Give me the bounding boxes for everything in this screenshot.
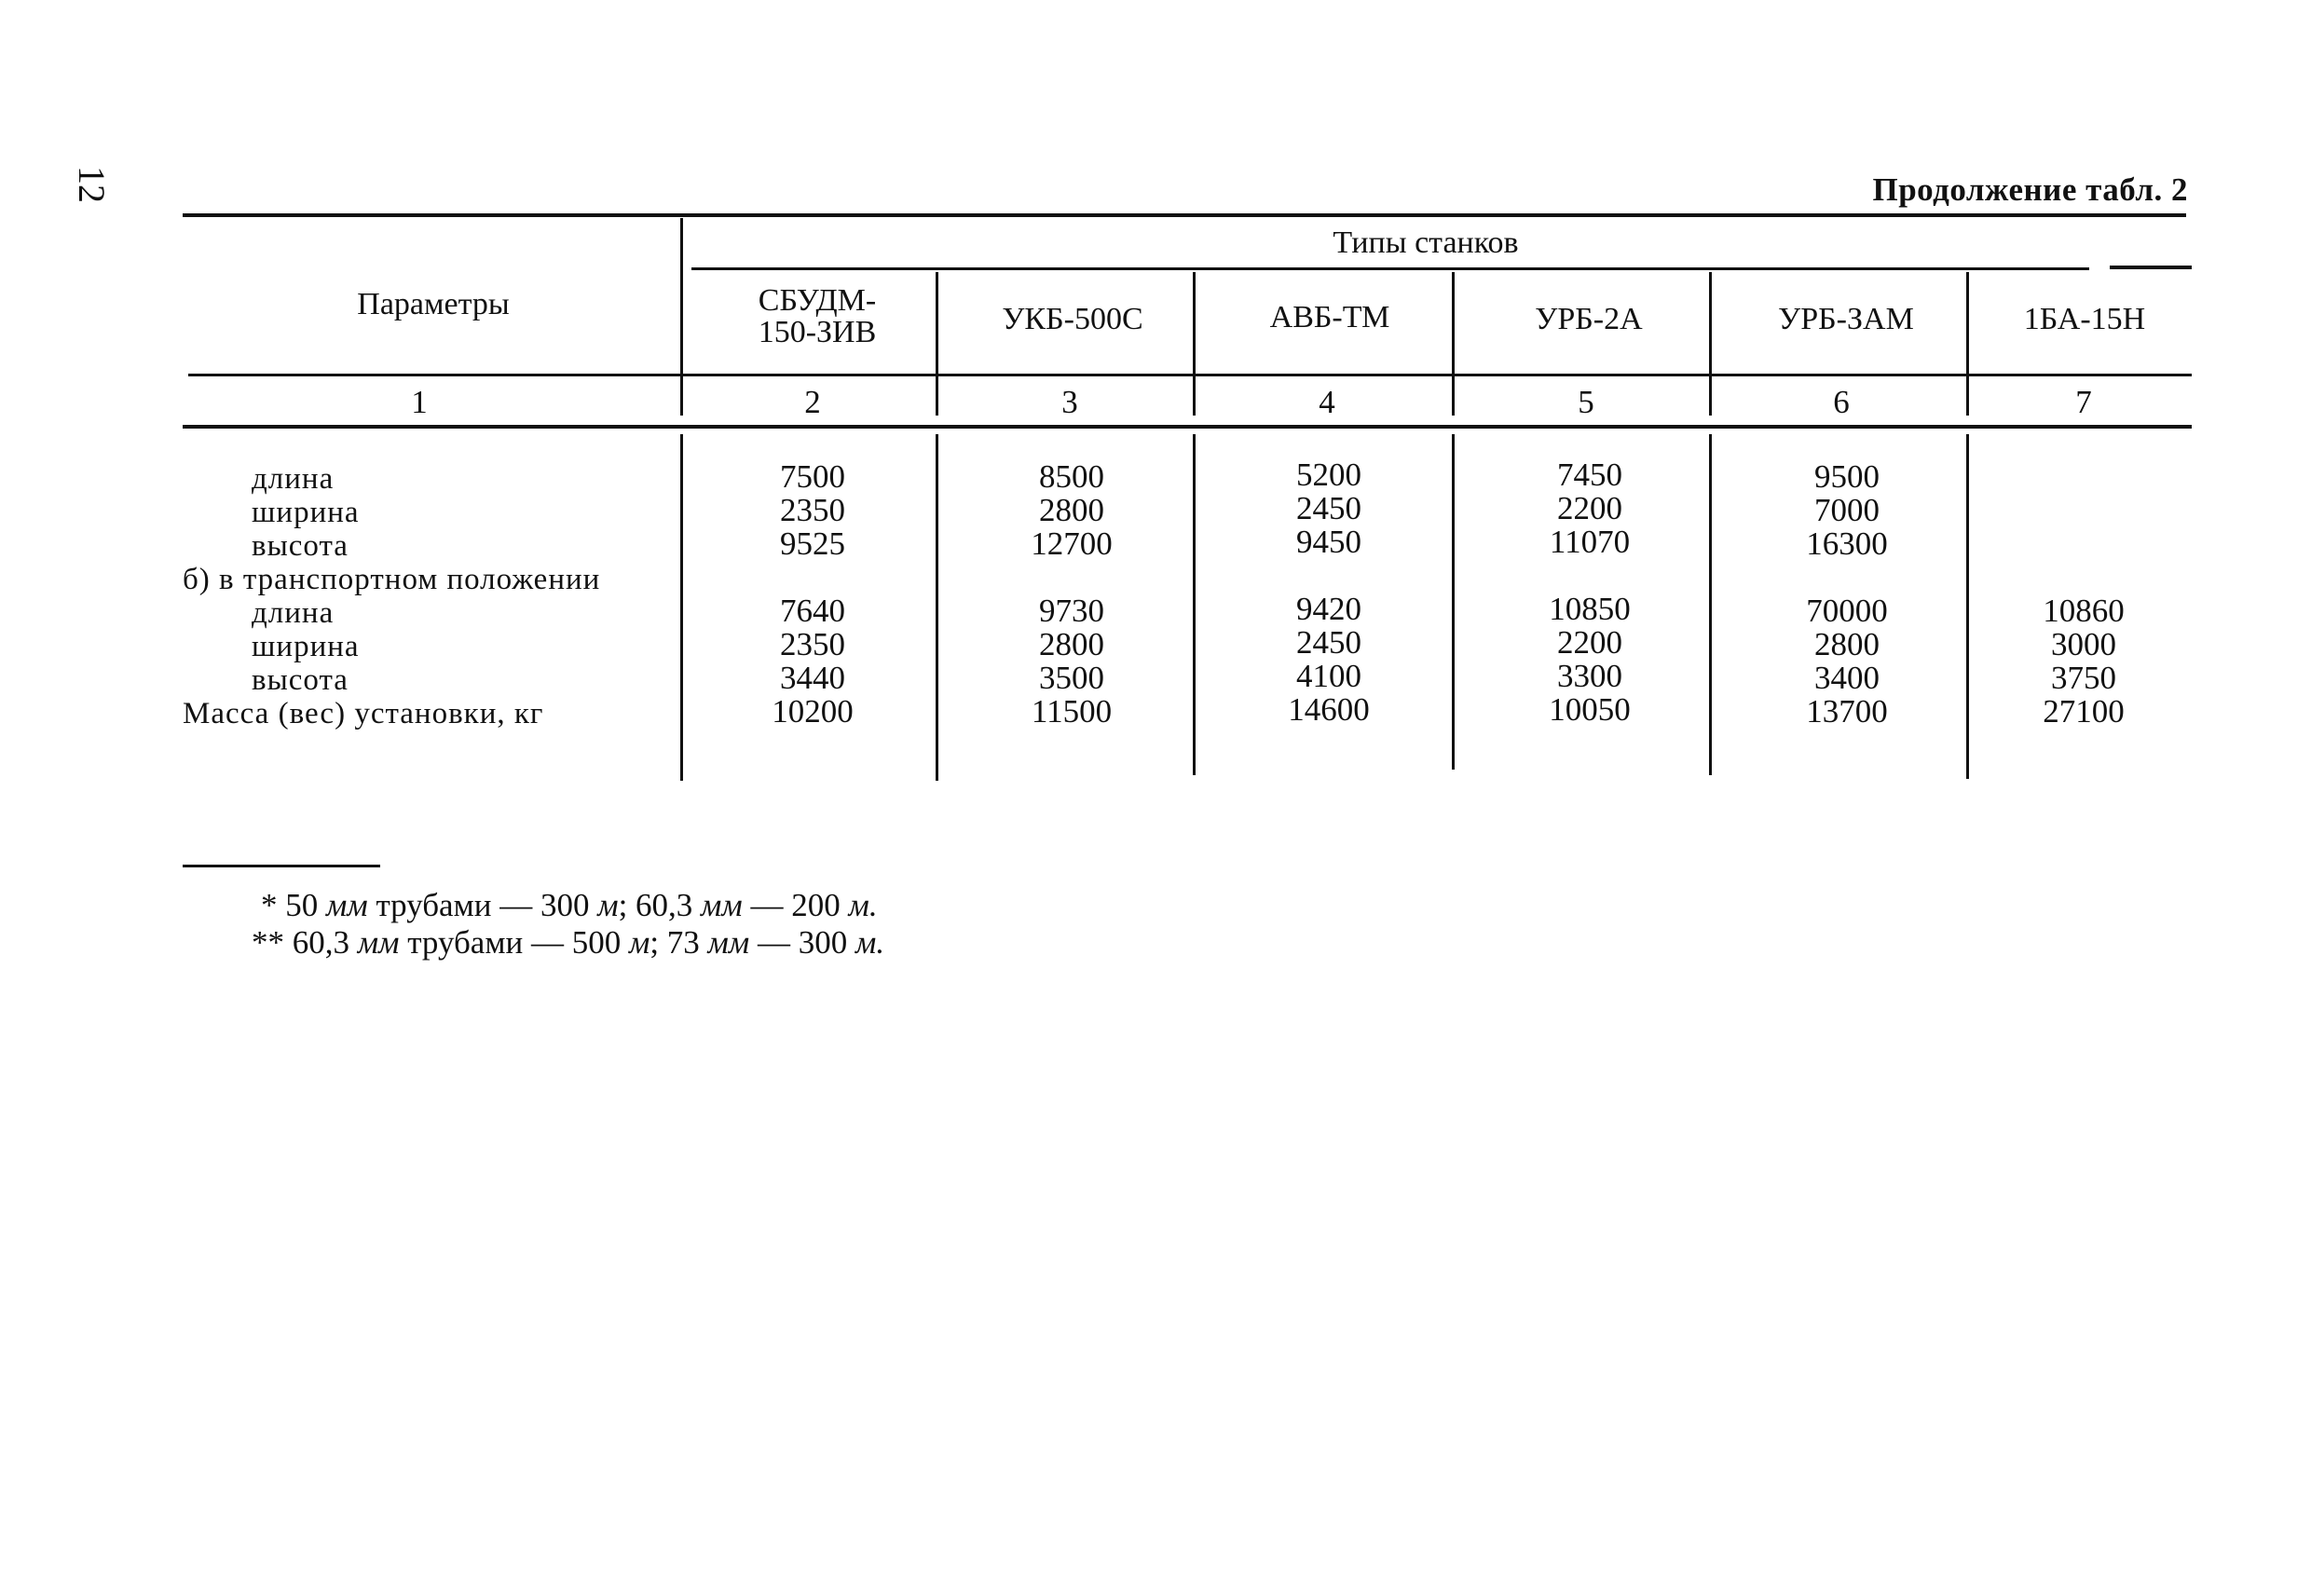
table-cell [1226, 559, 1431, 593]
table-cell: 2200 [1557, 490, 1622, 526]
table-cell: 7500 [780, 458, 845, 495]
table-cell [1990, 561, 2177, 594]
table-continuation-label: Продолжение табл. 2 [1872, 171, 2188, 208]
table-cell: 7640 [780, 593, 845, 629]
row-label: длина [252, 596, 335, 630]
column-number-5: 5 [1578, 384, 1594, 420]
table-cell: 9525 [780, 525, 845, 562]
footnote-1-c: ; 60,3 [618, 887, 693, 923]
column-number-7: 7 [2075, 384, 2092, 420]
row-label-mass: Масса (вес) установки, кг [183, 697, 544, 730]
column-header-1 [691, 285, 943, 348]
column-divider [936, 272, 938, 416]
table-cell: 10860 [2043, 593, 2125, 629]
table-cell: 8500 [1039, 458, 1104, 495]
row-label: длина [252, 462, 335, 496]
column-number-1: 1 [411, 384, 428, 420]
column-number-6: 6 [1833, 384, 1850, 420]
column-divider [936, 434, 938, 781]
group-header-rule [691, 267, 2089, 270]
table-cell: 3750 [2051, 660, 2116, 696]
table-cell: 2800 [1039, 626, 1104, 662]
footnote-1-b: трубами — 300 [376, 887, 590, 923]
column-header-6: 1БА-15Н [2023, 302, 2146, 336]
table-cell: 2800 [1814, 626, 1880, 662]
column-values-4 [1226, 458, 1431, 727]
group-header-machine-types: Типы станков [1333, 225, 1519, 260]
table-cell: 2350 [780, 626, 845, 662]
column-header-1-line1: СБУДМ- [758, 283, 877, 318]
table-cell: 13700 [1806, 693, 1888, 730]
footnote-2-unit: мм [707, 924, 750, 961]
table-cell: 10050 [1549, 691, 1631, 728]
column-number-2: 2 [804, 384, 821, 420]
column-values-6 [1744, 460, 1949, 729]
table-cell: 4100 [1296, 658, 1361, 694]
footnote-2-unit: м [628, 924, 650, 961]
table-cell [969, 561, 1174, 594]
footnote-2-unit: м. [855, 924, 885, 961]
row-label: высота [252, 529, 349, 563]
column-number-3: 3 [1061, 384, 1078, 420]
table-cell [1990, 460, 2177, 494]
table-cell: 16300 [1806, 525, 1888, 562]
table-cell: 11070 [1549, 524, 1631, 560]
table-cell: 7000 [1814, 492, 1880, 528]
table-cell [1990, 494, 2177, 527]
table-cell: 3300 [1557, 658, 1622, 694]
row-label-section: б) в транспортном положении [183, 563, 601, 596]
column-divider [1966, 272, 1969, 416]
column-divider [1452, 272, 1455, 416]
column-header-5: УРБ-ЗАМ [1778, 302, 1914, 336]
footnote-1-a: 50 [285, 887, 319, 923]
column-values-2 [710, 460, 915, 729]
table-cell: 14600 [1288, 691, 1370, 728]
row-label: высота [252, 663, 349, 697]
column-divider [680, 434, 683, 781]
table-cell: 3440 [780, 660, 845, 696]
table-cell: 2800 [1039, 492, 1104, 528]
table-cell [1487, 559, 1692, 593]
table-top-rule [183, 213, 2186, 217]
footnote-1-unit: м. [848, 887, 878, 923]
footnote-separator [183, 865, 380, 867]
table-cell: 11500 [1031, 693, 1113, 730]
table-cell: 3400 [1814, 660, 1880, 696]
table-cell [1990, 527, 2177, 561]
table-cell: 7450 [1557, 457, 1622, 493]
footnote-2-mark: ** [252, 924, 284, 961]
table-cell: 2450 [1296, 490, 1361, 526]
row-label: ширина [252, 630, 360, 663]
footnote-2 [252, 924, 884, 962]
column-divider [680, 218, 683, 416]
column-values-7 [1990, 460, 2177, 729]
column-header-3: АВБ-ТМ [1269, 300, 1390, 334]
column-values-3 [969, 460, 1174, 729]
page-number: 12 [71, 166, 113, 203]
footnote-2-b: трубами — 500 [407, 924, 622, 961]
table-cell: 3000 [2051, 626, 2116, 662]
table-cell: 5200 [1296, 457, 1361, 493]
column-values-5 [1487, 458, 1692, 727]
footnote-1 [261, 887, 878, 924]
column-header-4: УРБ-2А [1535, 302, 1643, 336]
table-cell: 10850 [1549, 591, 1631, 627]
table-cell [710, 561, 915, 594]
table-cell: 2450 [1296, 624, 1361, 661]
table-cell: 9500 [1814, 458, 1880, 495]
column-divider [1193, 272, 1196, 416]
footnote-2-a: 60,3 [292, 924, 349, 961]
column-header-2: УКБ-500С [1002, 302, 1143, 336]
footnote-1-mark: * [261, 887, 278, 923]
footnote-2-c: ; 73 [650, 924, 700, 961]
table-cell: 12700 [1031, 525, 1113, 562]
row-label: ширина [252, 496, 360, 529]
table-cell: 9420 [1296, 591, 1361, 627]
footnote-2-d: — 300 [757, 924, 848, 961]
column-divider [1452, 434, 1455, 770]
table-cell: 2350 [780, 492, 845, 528]
column-divider [1966, 434, 1969, 779]
footnote-1-unit: мм [326, 887, 368, 923]
table-cell: 9730 [1039, 593, 1104, 629]
table-cell: 10200 [772, 693, 854, 730]
table-cell: 3500 [1039, 660, 1104, 696]
table-cell: 70000 [1806, 593, 1888, 629]
footnote-1-d: — 200 [750, 887, 841, 923]
footnote-1-unit: м [597, 887, 619, 923]
footnote-2-unit: мм [357, 924, 400, 961]
table-cell: 2200 [1557, 624, 1622, 661]
group-header-rule-end [2110, 266, 2192, 269]
column-divider [1709, 272, 1712, 416]
table-cell [1744, 561, 1949, 594]
column-number-4: 4 [1319, 384, 1335, 420]
numbers-bottom-rule [183, 425, 2192, 429]
column-divider [1709, 434, 1712, 775]
param-header: Параметры [357, 287, 510, 321]
column-header-1-line2: 150-ЗИВ [758, 315, 877, 349]
column-divider [1193, 434, 1196, 775]
footnote-1-unit: мм [701, 887, 743, 923]
table-cell: 9450 [1296, 524, 1361, 560]
header-bottom-rule [188, 374, 2192, 376]
table-cell: 27100 [2043, 693, 2125, 730]
